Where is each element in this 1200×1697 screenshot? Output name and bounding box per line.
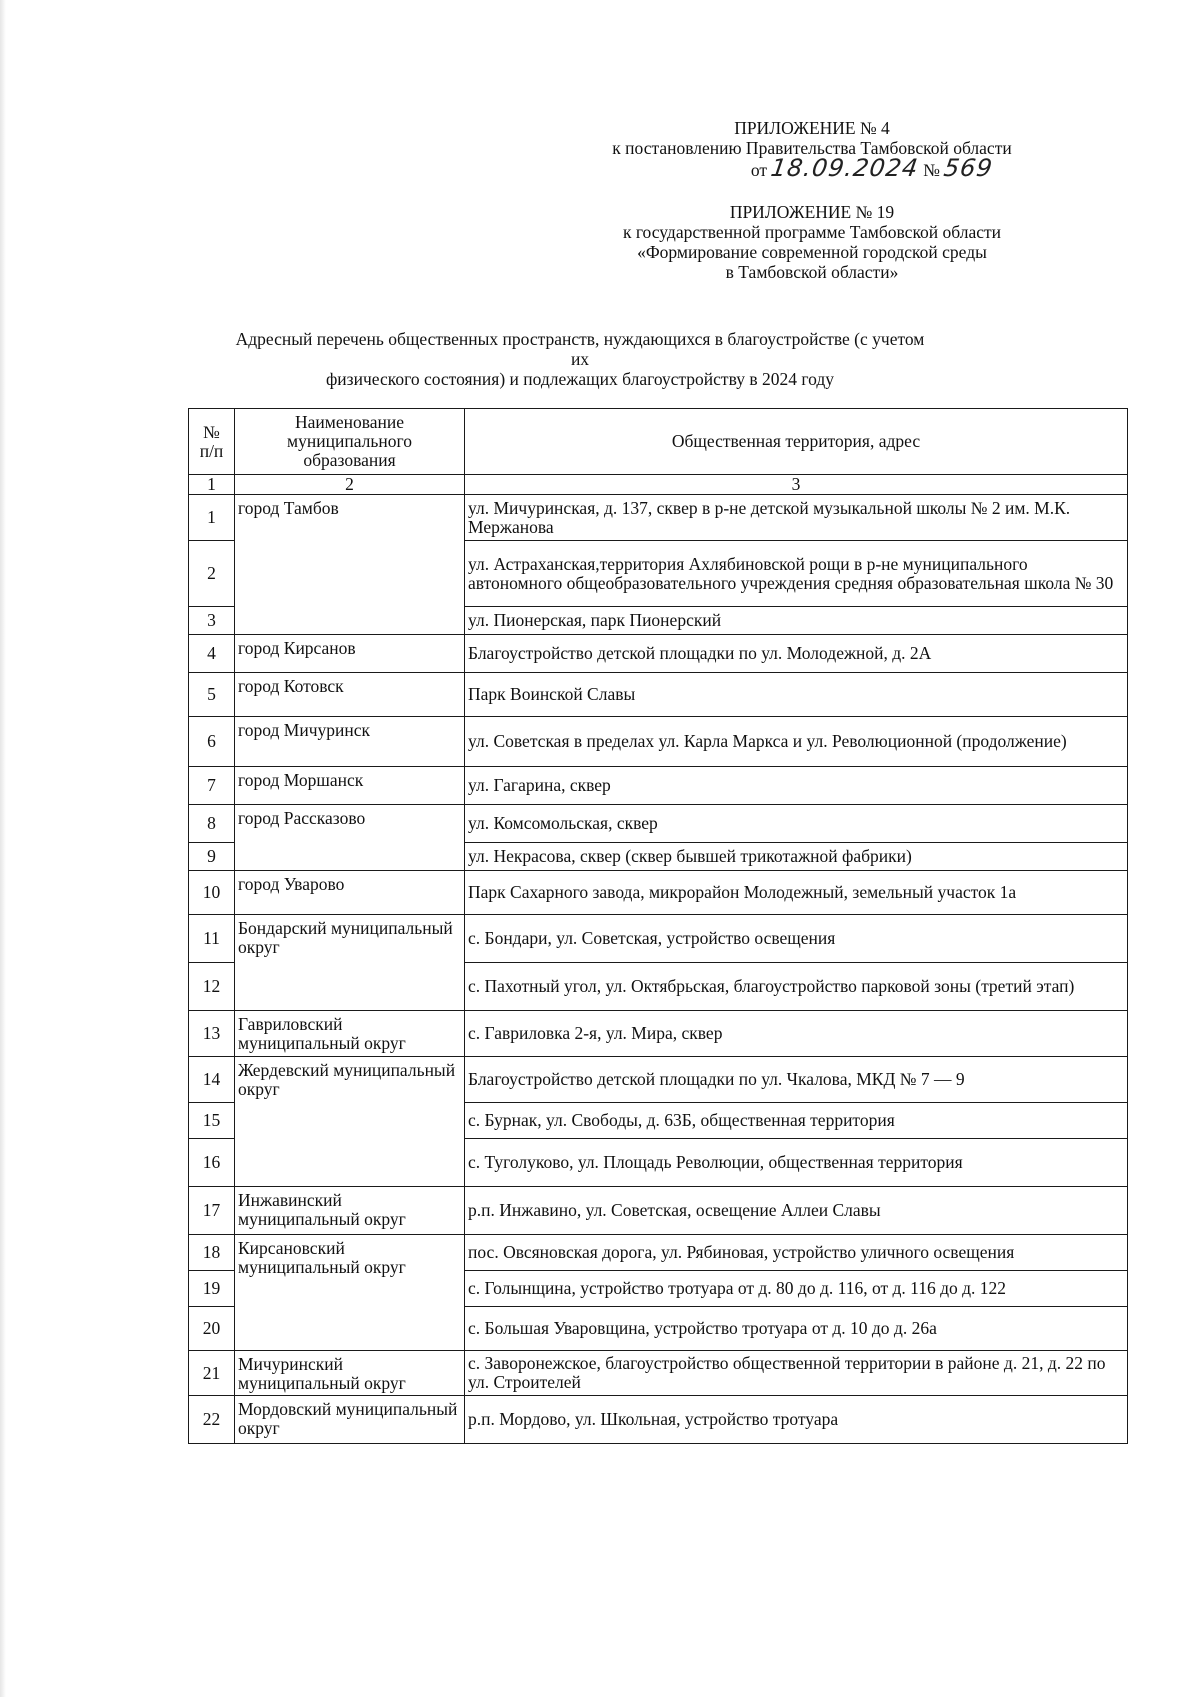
address-cell: ул. Некрасова, сквер (сквер бывшей трикотажной фабрики) [465, 843, 1128, 871]
municipality-cell: Мордовский муниципальный округ [235, 1396, 465, 1444]
municipality-cell: Инжавинский муниципальный округ [235, 1187, 465, 1235]
from-label: от [750, 160, 768, 180]
row-number: 22 [189, 1396, 235, 1444]
table-row [189, 915, 1128, 963]
table-row [189, 1396, 1128, 1444]
municipality-cell: город Котовск [235, 673, 465, 717]
table-header-row [189, 409, 1128, 475]
municipality-cell: город Кирсанов [235, 635, 465, 673]
appendix-19-reference-2: «Формирование современной городской среды [637, 242, 987, 262]
row-number: 8 [189, 805, 235, 843]
row-number: 10 [189, 871, 235, 915]
row-number: 5 [189, 673, 235, 717]
table-row [189, 717, 1128, 767]
address-cell: ул. Комсомольская, сквер [465, 805, 1128, 843]
table-row [189, 635, 1128, 673]
row-number: 7 [189, 767, 235, 805]
col-number-3: 3 [465, 475, 1128, 495]
handwritten-date: 18.09.2024 [769, 154, 921, 182]
address-cell: с. Туголуково, ул. Площадь Революции, общественная территория [465, 1139, 1128, 1187]
municipality-cell: город Тамбов [235, 495, 465, 635]
address-cell: с. Бондари, ул. Советская, устройство освещения [465, 915, 1128, 963]
row-number: 2 [189, 541, 235, 607]
row-number: 15 [189, 1103, 235, 1139]
header-municipality: Наименование муниципального образования [235, 409, 465, 475]
row-number: 11 [189, 915, 235, 963]
document-title-line-2: физического состояния) и подлежащих благоустройству в 2024 году [325, 369, 835, 389]
municipality-cell: Жердевский муниципальный округ [235, 1057, 465, 1187]
address-cell: пос. Овсяновская дорога, ул. Рябиновая, устройство уличного освещения [465, 1235, 1128, 1271]
address-cell: ул. Советская в пределах ул. Карла Маркса и ул. Революционной (продолжение) [465, 717, 1128, 767]
appendix-4-reference: к постановлению Правительства Тамбовской области [612, 138, 1012, 158]
row-number: 20 [189, 1307, 235, 1351]
row-number: 9 [189, 843, 235, 871]
address-cell: с. Пахотный угол, ул. Октябрьская, благоустройство парковой зоны (третий этап) [465, 963, 1128, 1011]
row-number: 12 [189, 963, 235, 1011]
number-label: № [923, 160, 940, 180]
address-cell: р.п. Инжавино, ул. Советская, освещение Аллеи Славы [465, 1187, 1128, 1235]
address-cell: Парк Воинской Славы [465, 673, 1128, 717]
col-number-2: 2 [235, 475, 465, 495]
address-cell: с. Гавриловка 2-я, ул. Мира, сквер [465, 1011, 1128, 1057]
scan-edge-shadow [0, 0, 6, 1697]
address-cell: с. Заворонежское, благоустройство общественной территории в районе д. 21, д. 22 по ул. Строителей [465, 1351, 1128, 1396]
municipality-cell: город Моршанск [235, 767, 465, 805]
table-row [189, 767, 1128, 805]
municipality-cell: Мичуринский муниципальный округ [235, 1351, 465, 1396]
handwritten-number: 569 [942, 154, 996, 182]
row-number: 6 [189, 717, 235, 767]
document-title-line-1: Адресный перечень общественных пространств, нуждающихся в благоустройстве (с учетом их [235, 329, 925, 369]
address-cell: Парк Сахарного завода, микрорайон Молодежный, земельный участок 1а [465, 871, 1128, 915]
address-cell: р.п. Мордово, ул. Школьная, устройство тротуара [465, 1396, 1128, 1444]
table-row [189, 871, 1128, 915]
table-row [189, 1011, 1128, 1057]
address-cell: ул. Мичуринская, д. 137, сквер в р-не детской музыкальной школы № 2 им. М.К. Мержанова [465, 495, 1128, 541]
table-row [189, 805, 1128, 843]
row-number: 18 [189, 1235, 235, 1271]
header-territory: Общественная территория, адрес [465, 409, 1128, 475]
table-row [189, 1057, 1128, 1103]
table-row [189, 1235, 1128, 1271]
address-table [188, 408, 1128, 1444]
row-number: 4 [189, 635, 235, 673]
address-cell: Благоустройство детской площадки по ул. Молодежной, д. 2А [465, 635, 1128, 673]
address-cell: ул. Астраханская,территория Ахлябиновской рощи в р-не муниципального автономного общеобразовательного учреждения средняя образовательная школа № 30 [465, 541, 1128, 607]
address-cell: ул. Гагарина, сквер [465, 767, 1128, 805]
row-number: 13 [189, 1011, 235, 1057]
row-number: 3 [189, 607, 235, 635]
address-cell: ул. Пионерская, парк Пионерский [465, 607, 1128, 635]
table-row [189, 673, 1128, 717]
appendix-header [532, 118, 1092, 282]
header-num: № п/п [189, 409, 235, 475]
address-cell: с. Голынщина, устройство тротуара от д. 80 до д. 116, от д. 116 до д. 122 [465, 1271, 1128, 1307]
appendix-19-reference-3: в Тамбовской области» [725, 262, 899, 282]
col-number-1: 1 [189, 475, 235, 495]
municipality-cell: город Уварово [235, 871, 465, 915]
document-title [230, 329, 930, 389]
table-row [189, 1187, 1128, 1235]
resolution-date-line [532, 154, 1092, 182]
appendix-19-title: ПРИЛОЖЕНИЕ № 19 [729, 202, 895, 222]
municipality-cell: город Рассказово [235, 805, 465, 871]
appendix-4-title: ПРИЛОЖЕНИЕ № 4 [734, 118, 890, 138]
appendix-19-reference-1: к государственной программе Тамбовской области [622, 222, 1002, 242]
row-number: 21 [189, 1351, 235, 1396]
row-number: 16 [189, 1139, 235, 1187]
column-number-row [189, 475, 1128, 495]
row-number: 19 [189, 1271, 235, 1307]
row-number: 14 [189, 1057, 235, 1103]
table-row [189, 495, 1128, 541]
row-number: 17 [189, 1187, 235, 1235]
municipality-cell: Гавриловский муниципальный округ [235, 1011, 465, 1057]
row-number: 1 [189, 495, 235, 541]
municipality-cell: Кирсановский муниципальный округ [235, 1235, 465, 1351]
address-cell: Благоустройство детской площадки по ул. Чкалова, МКД № 7 — 9 [465, 1057, 1128, 1103]
municipality-cell: город Мичуринск [235, 717, 465, 767]
municipality-cell: Бондарский муниципальный округ [235, 915, 465, 1011]
table-row [189, 1351, 1128, 1396]
address-cell: с. Бурнак, ул. Свободы, д. 63Б, общественная территория [465, 1103, 1128, 1139]
address-cell: с. Большая Уваровщина, устройство тротуара от д. 10 до д. 26а [465, 1307, 1128, 1351]
